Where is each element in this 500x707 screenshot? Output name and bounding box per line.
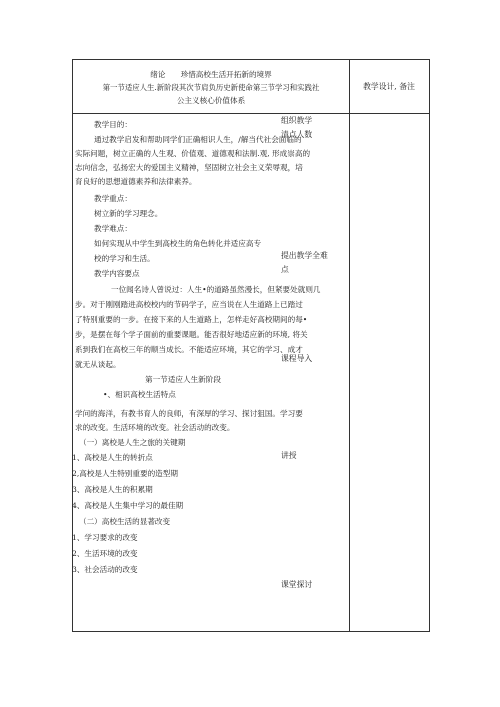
subsection-heading: （一）离校是人生之旅的关键期: [79, 438, 186, 447]
intro-paragraph: 一位闻名诗人曾说过：人生•的道路虽然漫长，但紧要处就则几: [111, 285, 321, 294]
body-paragraph: 求的改变。生活环境的改变。社会活动的改变。: [75, 423, 235, 432]
intro-paragraph: 步。对于刚刚踏进高校校内的节码学子，应当说在人生道路上已踏过: [75, 300, 303, 309]
goal-text: 育良好的思想道德素养和法律素养。: [75, 177, 197, 186]
goal-heading: 教学目的：: [94, 120, 132, 129]
key-text: 树立新的学习理念。: [94, 209, 163, 218]
subsection-heading: （二）高校生活的显著改变: [79, 517, 171, 526]
side-note-key-points-cont: 点: [281, 265, 289, 274]
intro-paragraph: 步，是摆在每个学子面前的重要课题。能否很好地适应新的环境, 将关: [75, 330, 308, 339]
header-subtitle-line2: 公主义核心价值体系: [176, 96, 246, 105]
list-item: 3、社会活动的改变: [72, 565, 138, 574]
side-note-discussion: 课堂探讨: [281, 580, 313, 589]
design-notes-header: 教学设计, 备注: [363, 82, 415, 91]
difficulty-text: 校的学习和生活。: [94, 254, 155, 263]
intro-paragraph: 了特别重要的一步。在接下来的人生道路上，怎样走好高校期间的每•: [75, 315, 308, 324]
goal-text: 通过教学启发和帮助同学们正确相识人生，/解当代社会面临的: [94, 135, 302, 144]
key-heading: 教学重点：: [94, 194, 132, 203]
side-note-key-points: 提出教学全难: [281, 251, 328, 260]
intro-paragraph: 系到我们在高校三年的顺当成长。不能适应环境，其它的学习、成才: [75, 345, 303, 354]
list-item: 3、高校是人生的积累期: [72, 485, 153, 494]
list-item: 2,高校是人生特别重要的造型期: [72, 469, 178, 478]
list-item: 2、生活环境的改变: [72, 549, 138, 558]
header-divider: [73, 113, 429, 114]
header-cell: [73, 68, 349, 107]
list-item: 4、高校是人生集中学习的最佳期: [72, 501, 184, 510]
side-note-roll-call: 清点人数: [281, 130, 313, 139]
side-note-organize: 组织教学: [281, 116, 313, 125]
body-paragraph: 学问的海洋，有教书育人的良师，有深厚的学习、探讨狙国。学习要: [75, 409, 303, 418]
difficulty-text: 如何实现从中学生到高校生的角色转化并适应高专: [94, 239, 262, 248]
list-item: 1、学习要求的改变: [72, 533, 138, 542]
side-note-lecture: 讲授: [281, 451, 297, 460]
section-title: 第一节适应人生新阶段: [145, 375, 221, 384]
header-subtitle-line1: 第一节适应人生.新阶段其次节肩负历史新使命第三节学习和实践社: [102, 83, 320, 92]
goal-text: 志向信念，弘扬宏大的爱国主义精神，坚固树立社会主义荣辱观，培: [75, 163, 303, 172]
column-divider: [349, 60, 350, 631]
page-title: 绪论 珍惜高校生活开拓新的境界: [150, 70, 272, 79]
content-heading: 教学内容要点: [94, 269, 140, 278]
section-subtitle: •、相识高校生活特点: [103, 390, 176, 399]
intro-paragraph: 就无从谈起。: [75, 360, 121, 369]
difficulty-heading: 教学难点：: [94, 224, 132, 233]
goal-text: 实际问题，树立正确的人生观、价值观、道德观和法制.观, 形成崇高的: [75, 149, 311, 158]
side-note-intro: 课程导入: [281, 354, 313, 363]
list-item: 1、高校是人生的转折点: [72, 453, 153, 462]
